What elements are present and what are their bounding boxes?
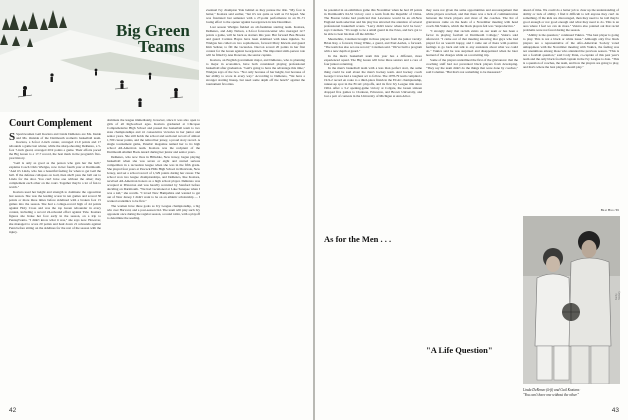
paragraph: DeRenzo, who now lives in Hillsdale, New Jersey, began playing basketball when she was seven or eight and started serious competition in a recreation league when she was in the fifth grade. She played four years at Pascack Hills High School in Montvale, New Jersey, and set a school record of 1,529 points during her career. The school won two league championships, and DeRenzo, like Koziara, received All-American honors as a high school player. DeRenzo was accepted at Princeton and was heavily recruited by Stanford before deciding on Dartmouth. "We had vacationed at Lake Sunapee when I was a kid," she recalls. "I loved New Hampshire and wanted to get out of New Jersey. I didn't want to be on an athletic scholarship — I wanted academics to be first." <box>107 154 200 204</box>
left-column-1 <box>9 132 101 402</box>
players-photo <box>523 216 620 384</box>
paragraph: "Gail is only as good as the person who gets her the ball," explains Coach Chris Wielgus, now in her fourth year at Dartmouth. "And it's Linda, who has a beautiful feeling for when to get Gail the ball. If the defense collapses on Gail, then she'll pass the ball out to Linda for the shot. You can't have one without the other; they complement each other on the court. Together they're a lot of fun to watch." <box>9 160 101 190</box>
paragraph: eventual Ivy champion Yale behind as they pursue the title. "My foot is better," Koziara said earlier, "but it's not quite as well as I'd hoped. She was frustrated last semester with a 27-point performance in an 81-71 losing effort to the opener against Georgetown in late December. <box>206 8 305 25</box>
title-line-1: Big Green <box>116 21 190 40</box>
left-page <box>0 0 313 420</box>
paragraph: Koziara, an English government major, and DeRenzo, who is planning to major in economics, have both considered playing professional basketball after graduation. "Gail's going to have the advantage this time," Wielgus says of the two. "Not only because of her height, but because of her ability to score in every way." According to DeRenzo, "We have a stronger starting lineup, but need some depth off the bench" against the tournament favorites. <box>206 57 305 86</box>
paragraph: In the men's basketball team with a less than perfect start, the same thing could be said about the men's hockey team. And hockey coach George Crowe had a toughest act to follow. The 1978-79 team compiled a 19-9-2 record en route to a third-place finish in the ECAC championship, runner-up spot in the ECAC playoffs, and its first Ivy League title since 1964. After a 3-2 opening-game victory at Colgate, the Green sixteen dropped five games to Clarkson, Princeton, and Brown University, and lost a pair of contests in the University of Michigan at Ann Arbor. <box>324 66 422 99</box>
paragraph: they were not given the same opportunities and encouragement that white players received, and that there was a lack of communication between the black players and most of the coaches. The list of grievances came on the heels of a November meeting with head coach Jim Vukica, which the black players felt was "unproductive." <box>426 8 518 29</box>
paragraph: "Ability is the question," continued Vukica. "The best player is going to play. This is not a black or white issue." Although only five black players are a representative of the Afro-American Society voted unhappiness with the November meeting with Vukica, the feeling was not unanimous among those who attended the previous season. "This is not a football question," said Cody Penn, co-captain of this past year's team and the only black football captain in the Ivy League to date. "This is a question of coaches, the team, and how the players are going to play, and that's where the best players should play." <box>523 32 619 70</box>
paragraph: The women have three goals as Ivy League championship, a big win over Harvard, and a post-season bid. The team will play such Ivy opponent once during the regular season, a round robin, with a playoff to determine the seeding. <box>107 203 200 221</box>
title-line-2: Teams <box>138 37 185 56</box>
byline: Brad Hills '65 <box>600 208 619 212</box>
left-column-3 <box>206 8 305 402</box>
section-title-court-complement: Court Complement <box>9 118 93 129</box>
ski-scene-image <box>0 0 199 112</box>
right-page <box>315 0 628 420</box>
paragraph: S Sportswomen Gail Koziara and Linda DeRenzo are Ms. Inside and Ms. Outside of the Dartmouth women's basketball team. Koziara, a 6-foot 2-inch center, averaged 21.9 points and 17 rebounds a game last winter, while the sharp-shooting DeRenzo, a 5-foot 7-inch guard, averaged 20.9 points a game. Their efforts paced the Big Green to a 17-7 record, the best mark in the program's five-year history. <box>9 132 101 161</box>
paragraph: be potential in an exhibition game this November when he had 18 points in Dartmouth's 64-52 victory over a team from the Republic of China. The Boston Globe had predicted that Lawrence would be an all-New England team selection and his play has attracted the attention of several professional basketball scouts. "Larry didn't know where he'd be best," says Coleman. "It's tough to be a small guard in the Ivies, and he's got to be able to beat his man off the dribble." <box>324 8 422 37</box>
section-title-as-for-the-men: As for the Men . . . <box>324 234 422 244</box>
photo-credit: Kathy Slattery <box>615 291 621 300</box>
page-number-left: 42 <box>9 407 17 414</box>
right-column-2 <box>426 8 518 402</box>
right-column-3 <box>523 8 619 206</box>
players-image <box>523 216 620 384</box>
section-title-a-life-question: "A Life Question" <box>426 345 518 355</box>
paragraph: dominate the league immediately, however, since it was also open to girls of all high-school ages. Koziara graduated at Chicopee Comprehensive High School and passed the basketball team to two state championships and 41 consecutive victories in her junior and senior years. She still holds the school and sectional record of almost 1,700 career points, and the retired her jersey, a proud story record. A single tournament game, Panabic magazine named her to its high school All-American team. Koziara was the recipient of the Dartmouth Alumni Book Award during her junior and senior years. <box>107 118 200 155</box>
paragraph: Koziara used her height and strength to dominate the opposition last season. She was the leading scorer in ten games and scored 30 points or more three times before sidelined with a broken foot 15 games into the season. She had a college-record high of 44 points against Holy Cross and was the top Green rebounder in every contest, including a record 24-rebound effort against Yale. Koziara figures she broke her foot early in the season, on a trip to Pennsylvania. "I didn't know what it was," she says now. However, she managed to score 20 points and haul down 21 rebounds against Penn before sitting on the sidelines for the rest of the season with the injury. <box>9 189 101 235</box>
paragraph: In the men's basketball team this year has a different, more experienced squad. The Big Green will have three seniors and a core of four juniors returning. <box>324 53 422 66</box>
page-number-right: 43 <box>611 407 619 414</box>
paragraph: "I strongly deny that racism exists on our team or has been a factor in playing football at Dartmouth College," Vukica said afterward. "I came out of that meeting knowing that guys who had played for us weren't happy, and I came out of there with positive feelings to go back and talk to any assistants about what we could do." Vukica said he was surprised and disappointed when he later learned of the charges while on a recruiting trip. <box>426 28 518 58</box>
paragraph: ahead of time. We could do a better job to clear up the understanding of ability or lack of ability. I find it difficult to tell anyone they can't do something. If the kids are discouraged, then they need to be told they're good enough or not good enough and what they need to do. This is an area where I feel we can do more." Vukica also pointed out that racial problems were not faced during the season. <box>523 8 619 33</box>
ski-photo <box>0 0 199 112</box>
paragraph: Some of the players underlined the first of the grievances: that the coaching staff had not prevented black players from developing. "They say the team didn't do the things that were done by coaches," said Coleman. "But that's not something to be measured." <box>426 57 518 74</box>
drop-cap: S <box>9 132 16 143</box>
photo-caption-line-1: Linda DeRenzo (left) and Gail Koziara: <box>523 388 581 392</box>
paragraph: Meanwhile, Coleman brought in three players from the junior varsity: Brian Ray, a forward, Doug White, a guard, and Paul Aarlen, a forward. "The team has also set one record," Coleman said. "We've built a program with a new depth at guard." <box>324 36 422 53</box>
left-column-2 <box>107 118 200 402</box>
paragraph: Last season Wielgus fielded an all-freshman starting team. Koziara, DeRenzo, and Amy Nelson, a 6-foot forward-center who averaged 12.7 points a game, will be back as starters this year. But forward Bea Brooks and guard Corinna Hayes have been sidelined with knee injuries. So Wielgus has called on two sophomores, forward Mary Klewin and guard Kim Seltzer, to fill the vacancies. Deccon scored 20 points in her first contest for the Green against Georgetown. The important sixth-person role will be filled by Ana Donovan, the senior captain. <box>206 24 305 58</box>
right-column-1 <box>324 8 422 402</box>
photo-caption-line-2: "You can't have one without the other." <box>523 393 579 397</box>
